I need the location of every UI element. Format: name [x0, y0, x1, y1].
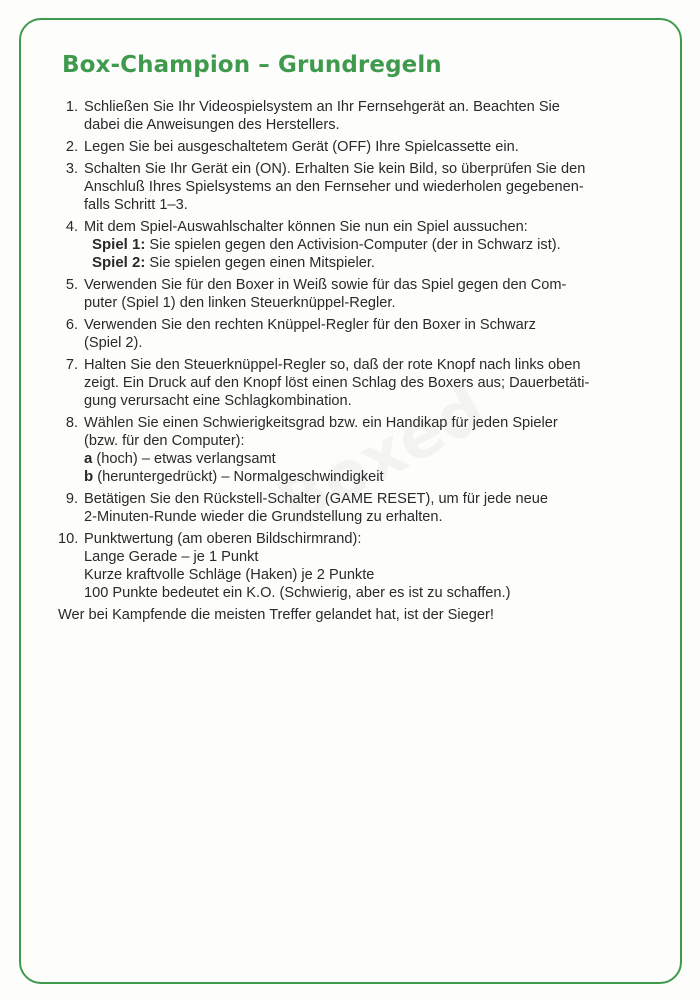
- game-option-label: Spiel 1:: [92, 236, 146, 253]
- rule-line: puter (Spiel 1) den linken Steuerknüppel-Regler.: [84, 295, 396, 311]
- difficulty-option-a: [84, 450, 648, 468]
- rule-line: Verwenden Sie den rechten Knüppel-Regler für den Boxer in Schwarz: [84, 317, 536, 333]
- rule-line: (bzw. für den Computer):: [84, 433, 245, 449]
- difficulty-option-text: (hoch) – etwas verlangsamt: [92, 451, 276, 467]
- game-option-2: [84, 254, 648, 272]
- scoring-line: Lange Gerade – je 1 Punkt: [84, 549, 259, 565]
- scoring-line: Kurze kraftvolle Schläge (Haken) je 2 Punkte: [84, 567, 375, 583]
- rule-number: 4.: [65, 219, 78, 235]
- rule-line: zeigt. Ein Druck auf den Knopf löst einen Schlag des Boxers aus; Dauerbetäti-: [84, 375, 590, 391]
- rule-number: 6.: [65, 317, 78, 333]
- rule-line: Anschluß Ihres Spielsystems an den Fernseher und wiederholen gegebenen-: [84, 179, 584, 195]
- game-option-label: Spiel 2:: [92, 254, 146, 271]
- rule-number: 7.: [65, 357, 78, 373]
- rule-line: Betätigen Sie den Rückstell-Schalter (GAME RESET), um für jede neue: [84, 491, 548, 507]
- difficulty-option-b: [84, 468, 648, 486]
- page-title: Box-Champion – Grundregeln: [62, 52, 442, 78]
- rule-item-2: [58, 138, 648, 156]
- rule-line: falls Schritt 1–3.: [84, 197, 188, 213]
- rule-item-10: [58, 530, 648, 602]
- rule-line: gung verursacht eine Schlagkombination.: [84, 393, 352, 409]
- rule-number: 3.: [65, 161, 78, 177]
- scoring-line: 100 Punkte bedeutet ein K.O. (Schwierig, aber es ist zu schaffen.): [84, 585, 511, 601]
- difficulty-option-label: a: [84, 450, 93, 467]
- rule-item-1: [58, 98, 648, 134]
- rule-line: Halten Sie den Steuerknüppel-Regler so, daß der rote Knopf nach links oben: [84, 357, 581, 373]
- rule-number: 5.: [65, 277, 78, 293]
- rule-number: 8.: [65, 415, 78, 431]
- rule-line: Schließen Sie Ihr Videospielsystem an Ihr Fernsehgerät an. Beachten Sie: [84, 99, 560, 115]
- rule-line: Mit dem Spiel-Auswahlschalter können Sie nun ein Spiel aussuchen:: [84, 219, 528, 235]
- rule-item-3: [58, 160, 648, 214]
- rule-number: 2.: [65, 139, 78, 155]
- rule-line: Schalten Sie Ihr Gerät ein (ON). Erhalten Sie kein Bild, so überprüfen Sie den: [84, 161, 586, 177]
- rule-line: Legen Sie bei ausgeschaltetem Gerät (OFF) Ihre Spielcassette ein.: [84, 139, 519, 155]
- rule-item-6: [58, 316, 648, 352]
- difficulty-option-label: b: [84, 468, 94, 485]
- rule-number: 1.: [65, 99, 78, 115]
- rule-line: dabei die Anweisungen des Herstellers.: [84, 117, 340, 133]
- rule-line: Punktwertung (am oberen Bildschirmrand):: [84, 531, 362, 547]
- rule-line: Verwenden Sie für den Boxer in Weiß sowie für das Spiel gegen den Com-: [84, 277, 567, 293]
- difficulty-option-text: (heruntergedrückt) – Normalgeschwindigkeit: [93, 469, 384, 485]
- rule-line: (Spiel 2).: [84, 335, 143, 351]
- game-option-1: [84, 236, 648, 254]
- game-option-text: Sie spielen gegen einen Mitspieler.: [145, 255, 375, 271]
- rule-item-9: [58, 490, 648, 526]
- rule-number: 9.: [65, 491, 78, 507]
- rule-number: 10.: [58, 531, 79, 547]
- rule-item-5: [58, 276, 648, 312]
- rules-list: [58, 98, 648, 624]
- closing-statement: Wer bei Kampfende die meisten Treffer gelandet hat, ist der Sieger!: [58, 607, 494, 623]
- rule-item-8: [58, 414, 648, 486]
- game-option-text: Sie spielen gegen den Activision-Computer (der in Schwarz ist).: [145, 237, 561, 253]
- rule-line: Wählen Sie einen Schwierigkeitsgrad bzw. ein Handikap für jeden Spieler: [84, 415, 558, 431]
- rule-item-4: [58, 218, 648, 272]
- rule-line: 2-Minuten-Runde wieder die Grundstellung zu erhalten.: [84, 509, 443, 525]
- rule-item-7: [58, 356, 648, 410]
